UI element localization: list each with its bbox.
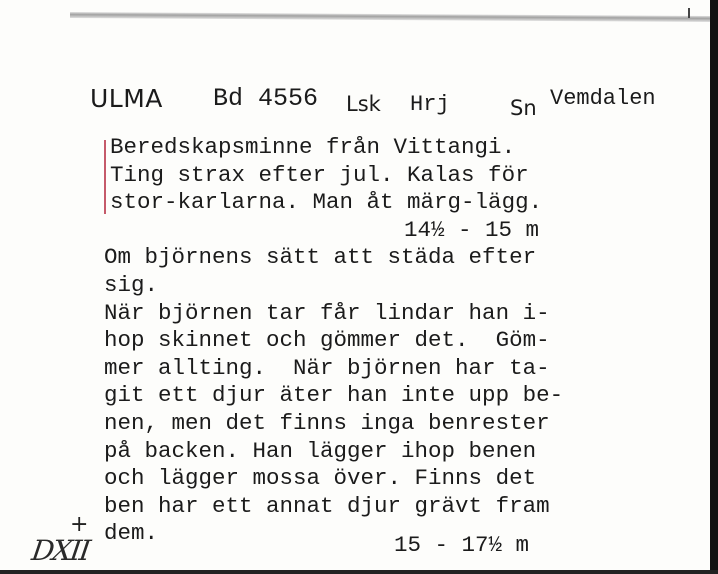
measurement-line-final: 15 - 17½ m: [394, 532, 530, 558]
text-line: och lägger mossa över. Finns det: [104, 465, 537, 492]
text-line: hop skinnet och gömmer det. Göm-: [104, 327, 550, 354]
top-edge-rule: [70, 12, 710, 22]
text-line: Ting strax efter jul. Kalas för: [110, 161, 529, 188]
text-line: sig.: [104, 271, 159, 298]
scan-edge-right: [710, 0, 718, 574]
handwritten-marks: [30, 512, 100, 572]
corner-mark: [688, 8, 690, 18]
card-body: [104, 134, 664, 548]
parish-name: Vemdalen: [550, 86, 656, 111]
text-line: Beredskapsminne från Vittangi.: [110, 134, 516, 160]
landskap-label: Lsk: [346, 92, 381, 116]
text-line: dem.: [104, 520, 159, 547]
scan-edge-bottom: [0, 570, 718, 574]
text-line: på backen. Han lägger ihop benen: [104, 437, 537, 464]
plus-mark: +: [70, 512, 89, 537]
text-line: nen, men det finns inga benrester: [104, 409, 550, 436]
text-line: ben har ett annat djur grävt fram: [104, 492, 550, 519]
text-line: När björnen tar får lindar han i-: [104, 299, 550, 326]
card-header: [0, 84, 710, 124]
record-number: Bd 4556: [213, 84, 319, 113]
text-line: Om björnens sätt att städa efter: [104, 244, 537, 271]
text-line: mer allting. När björnen har ta-: [104, 354, 550, 381]
district-code: Hrj: [410, 92, 450, 117]
text-line: stor-karlarna. Man åt märg-lägg.: [110, 189, 543, 216]
roman-numeral-mark: DXII: [29, 534, 91, 567]
measurement-line: 14½ - 15 m: [404, 216, 540, 243]
parish-label: Sn: [510, 96, 537, 120]
text-line: git ett djur äter han inte upp be-: [104, 382, 564, 409]
archive-code: ULMA: [90, 84, 163, 113]
